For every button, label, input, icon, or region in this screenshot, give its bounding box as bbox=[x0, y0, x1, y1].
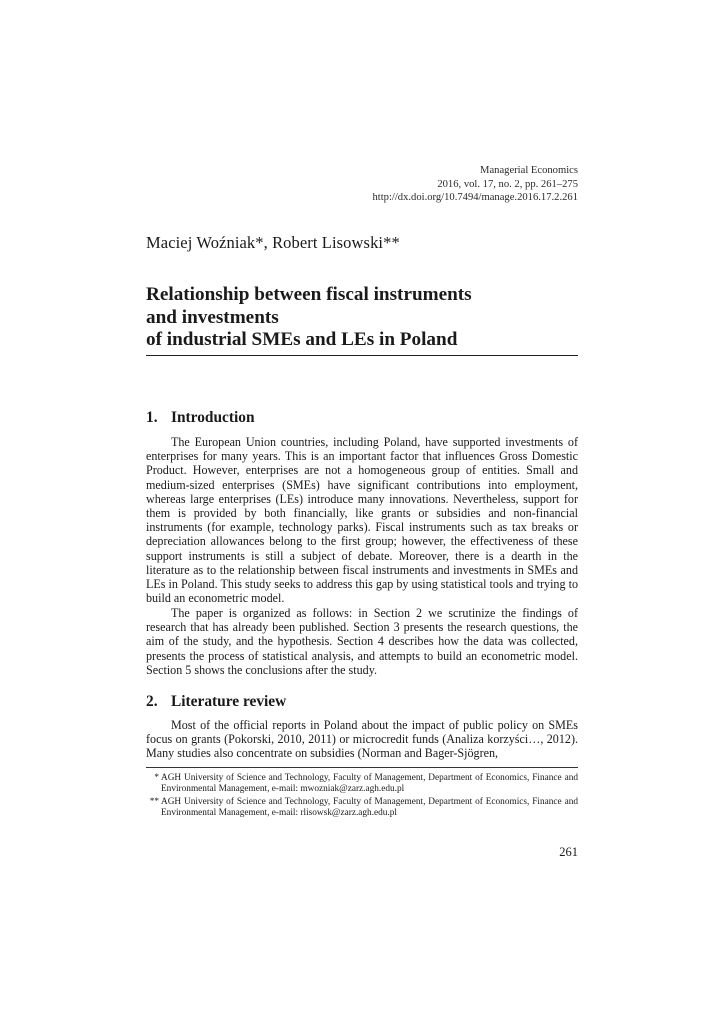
footnote-text: AGH University of Science and Technology, Faculty of Management, Department of Economics, Finance and Environmental Management, e-mail: rlisowsk@zarz.agh.edu.pl bbox=[161, 797, 578, 819]
title-divider bbox=[146, 355, 578, 356]
page-number: 261 bbox=[559, 845, 578, 859]
doi-link[interactable]: http://dx.doi.org/10.7494/manage.2016.17.2.261 bbox=[372, 192, 578, 203]
journal-volume-info: 2016, vol. 17, no. 2, pp. 261–275 bbox=[437, 178, 578, 190]
footnote-mark: * bbox=[154, 773, 159, 783]
title-line: Relationship between fiscal instruments bbox=[146, 284, 472, 305]
title-line: and investments bbox=[146, 306, 279, 328]
footnote-divider bbox=[146, 767, 578, 768]
section-title: Literature review bbox=[171, 693, 287, 710]
footnote-text: AGH University of Science and Technology, Faculty of Management, Department of Economics, Finance and Environmental Management, e-mail: mwozniak@zarz.agh.edu.pl bbox=[161, 773, 578, 795]
body-paragraph: The European Union countries, including Poland, have supported investments of enterprises for many years. This is an important factor that influences Gross Domestic Product. However, enterprises are not a homogeneous group of entities. Small and medium-sized enterprises (SMEs) have significant contributions into employment, whereas large enterprises (LEs) introduce many innovations. Nevertheless, support for them is provided by both financially, like grants or subsidies and non-financial instruments (for example, technology parks). Fiscal instruments such as tax breaks or depreciation allowances belong to the first group; however, the effectiveness of these support instruments is still a subject of debate. Moreover, there is a dearth in the literature as to the relationship between fiscal instruments and investments in SMEs and LEs in Poland. This study seeks to address this gap by using statistical tools and trying to build an econometric model. bbox=[146, 435, 578, 606]
section-number: 2. bbox=[146, 693, 158, 710]
footnote bbox=[146, 797, 578, 820]
author-list: Maciej Woźniak*, Robert Lisowski** bbox=[146, 233, 400, 252]
section-heading-introduction bbox=[146, 409, 255, 427]
footnote bbox=[146, 773, 578, 796]
title-line: of industrial SMEs and LEs in Poland bbox=[146, 329, 458, 350]
body-paragraph: The paper is organized as follows: in Section 2 we scrutinize the findings of research that has already been published. Section 3 presents the research questions, the aim of the study, and the hypothesis. Section 4 describes how the data was collected, presents the process of statistical analysis, and attempts to build an econometric model. Section 5 shows the conclusions after the study. bbox=[146, 606, 578, 677]
footnote-mark: ** bbox=[149, 797, 159, 807]
section-title: Introduction bbox=[171, 409, 255, 426]
section-number: 1. bbox=[146, 409, 158, 426]
body-paragraph: Most of the official reports in Poland about the impact of public policy on SMEs focus on grants (Pokorski, 2010, 2011) or microcredit funds (Analiza korzyści…, 2012). Many studies also concentrate on subsidies (Norman and Bager-Sjögren, bbox=[146, 718, 578, 761]
journal-name: Managerial Economics bbox=[480, 165, 578, 176]
journal-header bbox=[373, 164, 579, 205]
section-heading-literature-review bbox=[146, 693, 286, 711]
article-title bbox=[146, 284, 586, 352]
